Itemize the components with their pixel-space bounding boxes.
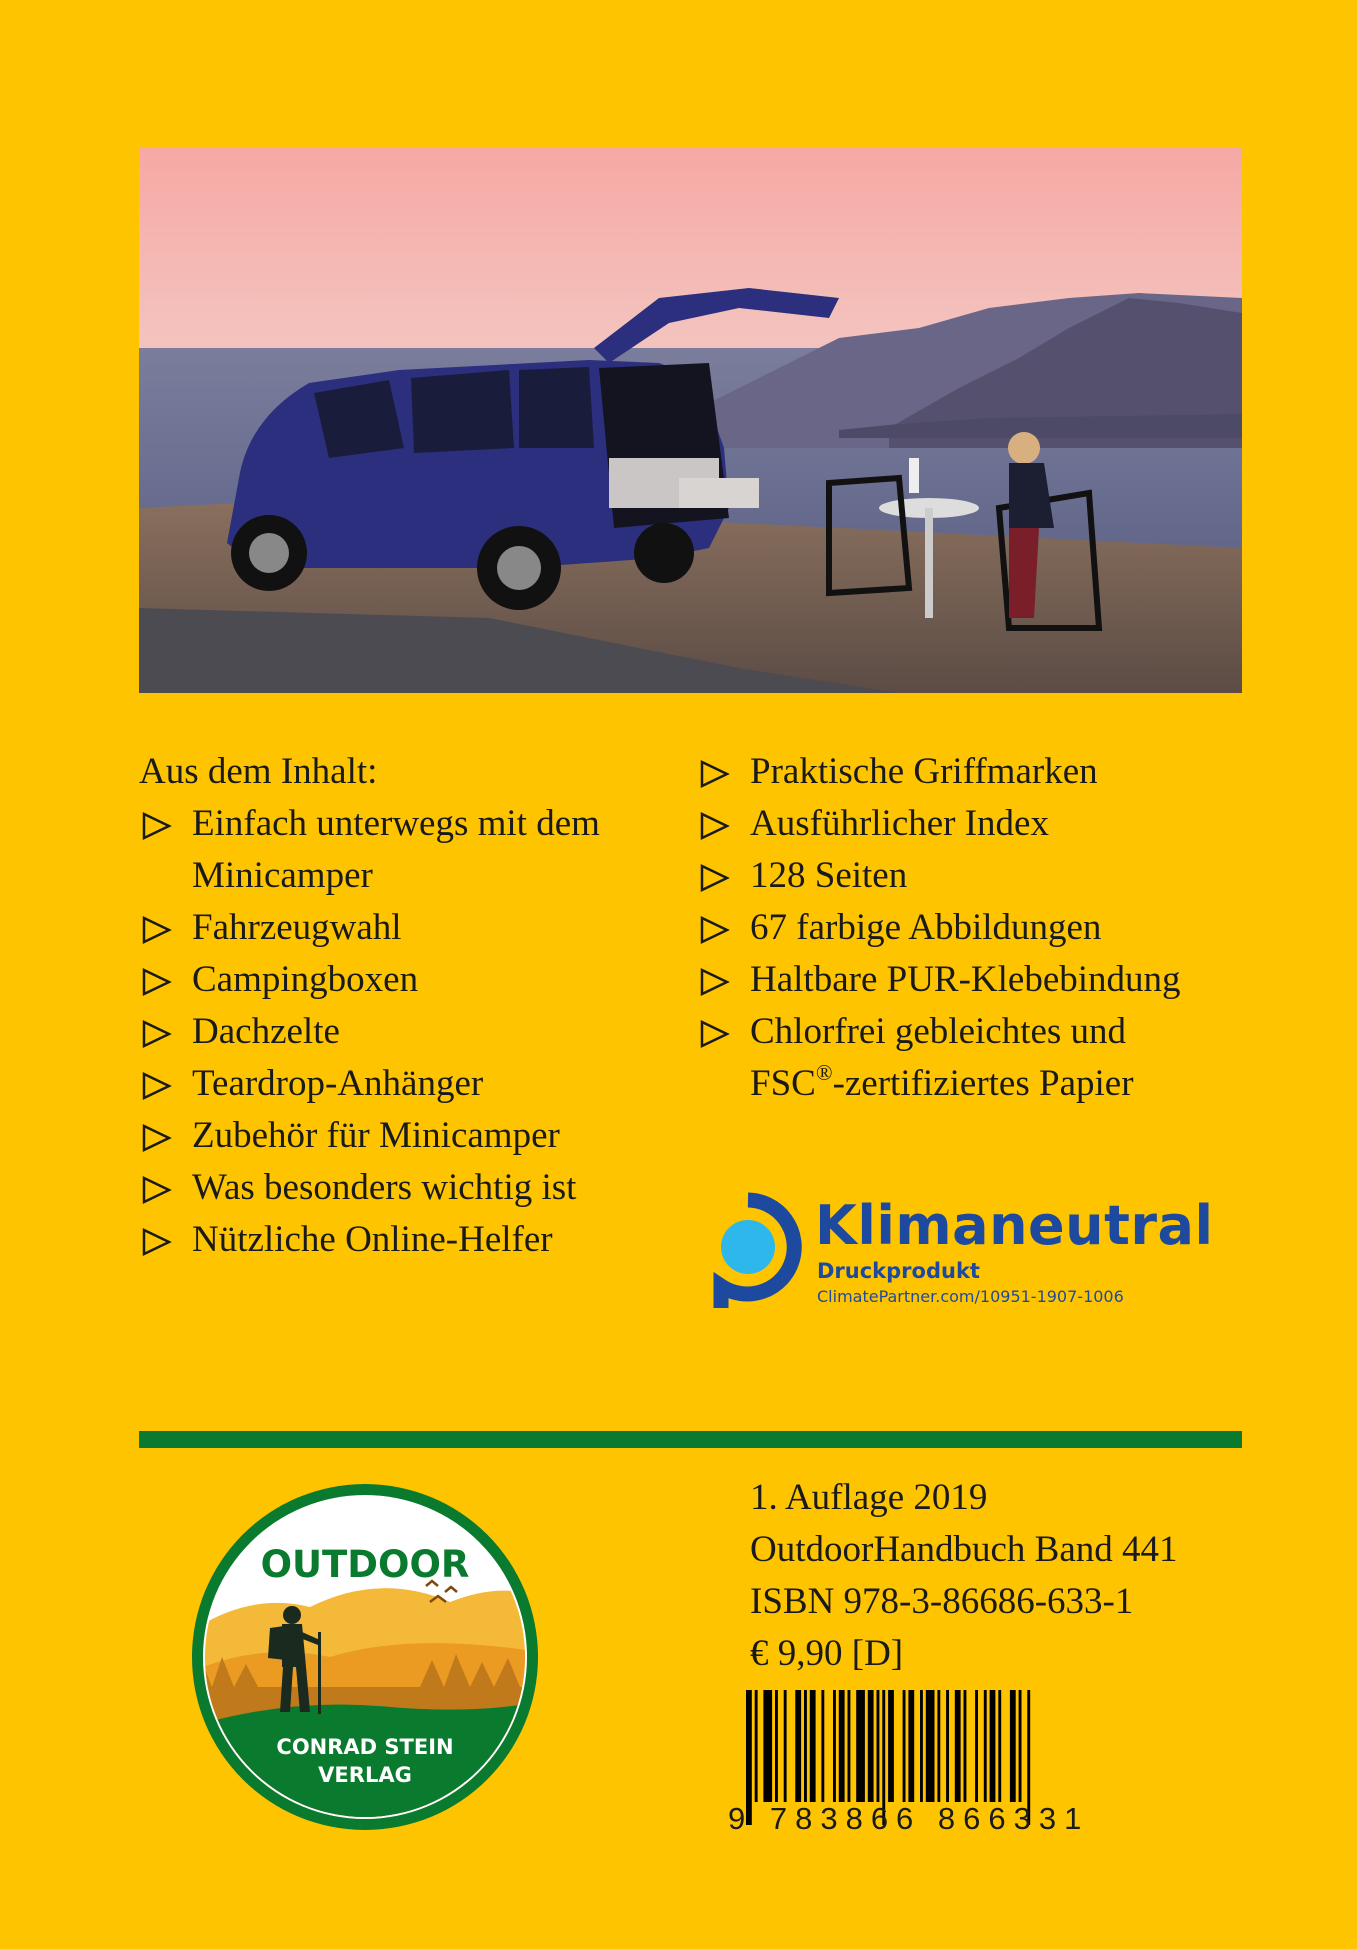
outdoor-publisher-badge <box>190 1482 540 1832</box>
triangle-outline-right-icon <box>142 1228 172 1256</box>
badge-top-text: OUTDOOR <box>260 1543 470 1586</box>
list-item-label: Zubehör für Minicamper <box>192 1115 560 1156</box>
triangle-outline-right-icon <box>142 1020 172 1048</box>
badge-line-1: CONRAD STEIN <box>276 1735 454 1759</box>
contents-item-paper <box>697 1006 1257 1110</box>
price-line: € 9,90 [D] <box>750 1633 904 1674</box>
contents-intro: Aus dem Inhalt: <box>139 751 378 792</box>
series-line: OutdoorHandbuch Band 441 <box>750 1529 1178 1570</box>
barcode-bar <box>984 1690 987 1802</box>
triangle-outline-right-icon <box>700 760 730 788</box>
list-item <box>139 1214 659 1266</box>
list-item <box>139 902 659 954</box>
barcode-bar <box>804 1690 807 1802</box>
contents-items-left <box>139 798 659 1266</box>
list-item <box>697 746 1257 798</box>
list-item-label: 128 Seiten <box>750 855 908 896</box>
list-item-label: Dachzelte <box>192 1011 340 1052</box>
triangle-outline-right-icon <box>700 812 730 840</box>
list-item-label: Teardrop-Anhänger <box>192 1063 484 1104</box>
barcode-bar <box>908 1690 914 1802</box>
triangle-outline-right-icon <box>142 812 172 840</box>
list-item <box>139 1058 659 1110</box>
list-item <box>697 1006 1257 1110</box>
barcode-bar <box>839 1690 845 1802</box>
triangle-outline-right-icon <box>142 1124 172 1152</box>
list-item-label: Ausführlicher Index <box>750 803 1049 844</box>
triangle-outline-right-icon <box>700 968 730 996</box>
list-item-label: Praktische Griffmarken <box>750 751 1098 792</box>
divider-rule <box>139 1431 1242 1448</box>
triangle-outline-right-icon <box>142 1072 172 1100</box>
list-item <box>139 1162 659 1214</box>
triangle-outline-right-icon <box>700 916 730 944</box>
list-item <box>139 954 659 1006</box>
list-item-label: Was besonders wichtig ist <box>192 1167 577 1208</box>
list-item <box>139 798 659 902</box>
triangle-outline-right-icon <box>142 968 172 996</box>
list-item-label: Einfach unterwegs mit dem Minicamper <box>192 803 600 896</box>
barcode-digits: 9 783866 866331 <box>728 1801 1090 1836</box>
paper-line-2a: FSC <box>750 1063 816 1104</box>
barcode-bar <box>795 1690 801 1802</box>
klimaneutral-logo <box>693 1192 1253 1322</box>
list-item <box>697 902 1257 954</box>
barcode-bar <box>946 1690 949 1802</box>
contents-list-right <box>697 746 1257 1110</box>
isbn-line: ISBN 978-3-86686-633-1 <box>750 1581 1134 1622</box>
barcode-bar <box>821 1690 824 1802</box>
list-item-label: Haltbare PUR-Klebebindung <box>750 959 1181 1000</box>
list-item <box>139 1110 659 1162</box>
klima-url: ClimatePartner.com/10951-1907-1006 <box>817 1287 1124 1306</box>
list-item <box>697 954 1257 1006</box>
triangle-outline-right-icon <box>142 916 172 944</box>
barcode-bar <box>888 1690 894 1802</box>
list-item-label: Campingboxen <box>192 959 419 1000</box>
list-item-label: Nützliche Online-Helfer <box>192 1219 553 1260</box>
list-item-label: 67 farbige Abbildungen <box>750 907 1102 948</box>
paper-line-2b: -zertifiziertes Papier <box>832 1063 1134 1104</box>
barcode-bar <box>784 1690 787 1802</box>
publication-info <box>750 1472 1178 1680</box>
barcode-bar <box>903 1690 906 1802</box>
edition-line: 1. Auflage 2019 <box>750 1477 988 1518</box>
list-item <box>139 1006 659 1058</box>
barcode-bar <box>856 1690 865 1802</box>
contents-items-right <box>697 746 1257 1006</box>
barcode-bar <box>848 1690 851 1802</box>
contents-list-left <box>139 746 659 1266</box>
barcode-bar <box>990 1690 996 1802</box>
barcode-bar <box>920 1690 923 1802</box>
barcode-bar <box>998 1690 1001 1802</box>
klima-subtitle: Druckprodukt <box>817 1259 980 1283</box>
climatepartner-logo-icon <box>693 1192 803 1312</box>
badge-line-2: VERLAG <box>318 1763 412 1787</box>
barcode-bar <box>833 1690 836 1802</box>
barcode-bar <box>755 1690 758 1802</box>
barcode-bar <box>868 1690 874 1802</box>
triangle-outline-right-icon <box>700 864 730 892</box>
barcode-bar <box>937 1690 940 1802</box>
barcode-bar <box>926 1690 935 1802</box>
barcode-bar <box>1010 1690 1016 1802</box>
cover-photo-minicamper-sunset <box>139 148 1242 693</box>
barcode-bar <box>763 1690 772 1802</box>
klima-title: Klimaneutral <box>815 1194 1214 1257</box>
barcode-bar <box>975 1690 978 1802</box>
list-item-label: Fahrzeugwahl <box>192 907 402 948</box>
list-item <box>697 798 1257 850</box>
paper-line-1: Chlorfrei gebleichtes und <box>750 1011 1127 1052</box>
registered-mark: ® <box>815 1060 833 1085</box>
barcode-bar <box>955 1690 961 1802</box>
barcode-bar <box>810 1690 816 1802</box>
triangle-outline-right-icon <box>142 1176 172 1204</box>
list-item <box>697 850 1257 902</box>
barcode-bar <box>775 1690 778 1802</box>
barcode-bar <box>964 1690 967 1802</box>
triangle-outline-right-icon <box>700 1020 730 1048</box>
barcode-bar <box>1019 1690 1022 1802</box>
barcode-bar <box>877 1690 880 1802</box>
